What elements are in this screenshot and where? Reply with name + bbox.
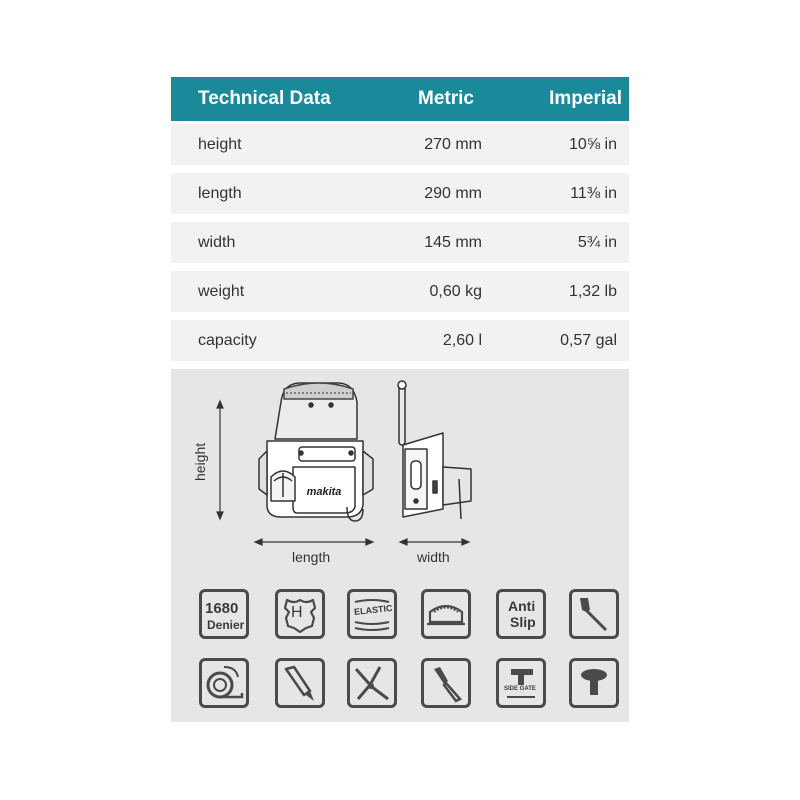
width-arrow xyxy=(400,539,469,545)
row-imperial: 1,32 lb xyxy=(568,283,617,300)
table-row xyxy=(171,222,629,263)
row-label: height xyxy=(198,136,242,153)
row-imperial: 0,57 gal xyxy=(560,332,617,349)
illustration-panel xyxy=(171,369,629,722)
length-arrow xyxy=(255,539,373,545)
row-label: weight xyxy=(198,283,245,300)
table-row xyxy=(171,173,629,214)
handle-icon xyxy=(421,589,471,639)
utility-knife-icon xyxy=(275,658,325,708)
brand-logo: makita xyxy=(306,486,342,498)
row-metric: 0,60 kg xyxy=(429,283,482,300)
elastic-word: ELASTIC xyxy=(353,603,393,617)
row-metric: 2,60 l xyxy=(442,332,482,349)
screwdriver-icon xyxy=(569,589,619,639)
pouch-front-view xyxy=(259,383,373,521)
table-row xyxy=(171,320,629,361)
side-gate-word: SIDE GATE xyxy=(504,686,536,692)
row-metric: 290 mm xyxy=(424,185,482,202)
side-gate-hammer-icon xyxy=(496,658,546,708)
width-label: width xyxy=(417,549,450,565)
pouch-dimension-drawing xyxy=(171,369,629,569)
row-label: length xyxy=(198,185,242,202)
leather-icon xyxy=(275,589,325,639)
row-imperial: 10⅝ in xyxy=(568,136,617,153)
header-imperial: Imperial xyxy=(549,88,622,109)
1680-denier-icon xyxy=(199,589,249,639)
row-metric: 270 mm xyxy=(424,136,482,153)
table-header xyxy=(171,77,629,121)
row-label: capacity xyxy=(198,332,257,349)
pliers-icon xyxy=(347,658,397,708)
tape-measure-icon xyxy=(199,658,249,708)
technical-data-table xyxy=(171,77,629,361)
slip-word: Slip xyxy=(510,614,536,630)
leather-letter: H xyxy=(291,604,303,621)
anti-word: Anti xyxy=(508,598,536,614)
length-label: length xyxy=(292,549,331,565)
table-row xyxy=(171,124,629,165)
anti-slip-icon xyxy=(496,589,546,639)
denier-word: Denier xyxy=(207,618,245,632)
header-metric: Metric xyxy=(418,88,474,109)
row-imperial: 5¾ in xyxy=(577,234,617,251)
header-technical-data: Technical Data xyxy=(198,88,331,109)
height-arrow xyxy=(217,401,223,519)
row-label: width xyxy=(198,234,236,251)
row-imperial: 11⅜ in xyxy=(570,185,617,202)
denier-number: 1680 xyxy=(205,600,239,617)
pouch-side-view xyxy=(398,381,471,519)
marker-icon xyxy=(569,658,619,708)
height-label: height xyxy=(192,442,208,481)
table-row xyxy=(171,271,629,312)
elastic-icon xyxy=(347,589,397,639)
row-metric: 145 mm xyxy=(424,234,482,251)
chisel-icon xyxy=(421,658,471,708)
